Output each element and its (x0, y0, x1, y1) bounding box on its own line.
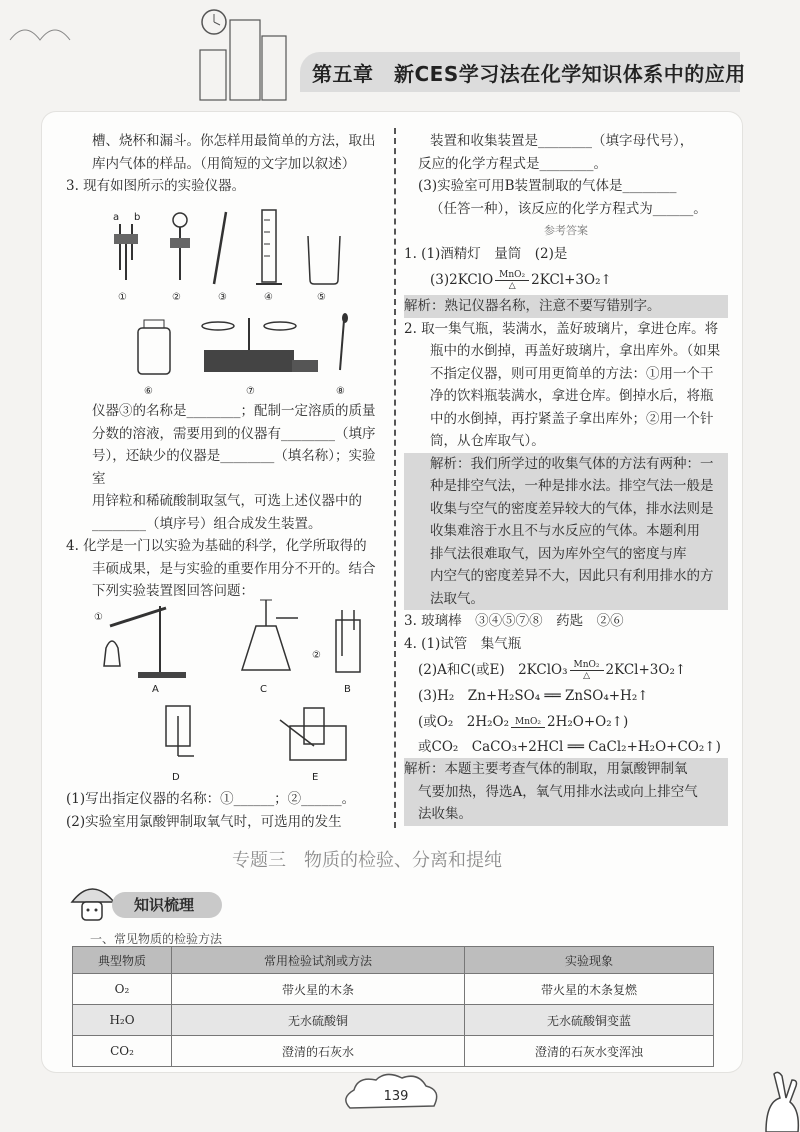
fig2-label-D: D (172, 772, 180, 783)
table-cell: CO₂ (73, 1036, 172, 1067)
table-cell: 澄清的石灰水 (172, 1036, 465, 1067)
answer-4-equation-4: 或CO₂ CaCO₃+2HCl ══ CaCl₂+H₂O+CO₂↑) (418, 738, 721, 755)
fig2-label-2: ② (312, 650, 321, 661)
table-cell: 无水硫酸铜 (172, 1005, 465, 1036)
section-title: 专题三 物质的检验、分离和提纯 (232, 850, 502, 871)
instruments-figure (96, 200, 386, 400)
eq-right: 2KCl+3O₂↑ (605, 662, 687, 678)
text-line: (1)写出指定仪器的名称：①______；②______。 (66, 791, 356, 807)
answer-1: 1. (1)酒精灯 量筒 (2)是 (404, 245, 568, 262)
text-line: 分数的溶液，需要用到的仪器有________（填序 (92, 425, 376, 442)
text-line: 中的水倒掉，再拧紧盖子拿出库外；②用一个针 (430, 410, 714, 427)
fig1-label-a: a (113, 212, 120, 223)
text-line: 法取气。 (430, 590, 484, 607)
text-line: 下列实验装置图回答问题： (92, 583, 254, 599)
text-line: ________（填序号）组合成发生装置。 (92, 515, 322, 532)
answer-1-equation (404, 265, 728, 295)
table-header: 典型物质 (73, 947, 172, 974)
fig2-label-B: C (260, 684, 267, 695)
fig1-label-2: ② (172, 292, 181, 303)
explanation-4 (404, 758, 728, 826)
text-line: 槽、烧杯和漏斗。你怎样用最简单的方法，取出 (92, 133, 376, 149)
text-line: 瓶中的水倒掉，再盖好玻璃片，拿出库外。（如果 (430, 343, 721, 359)
table-header-row (73, 947, 714, 974)
fig2-label-E: E (312, 772, 319, 783)
text-line: 排气法很难取气，因为库外空气的密度与库 (430, 545, 687, 562)
fig1-label-6: ⑥ (144, 386, 153, 397)
eq-left: (2)A和C(或E) 2KClO₃ (418, 662, 568, 678)
fig1-label-4: ④ (264, 292, 273, 303)
eq-left: (3)2KClO (430, 272, 494, 288)
table-cell: 无水硫酸铜变蓝 (465, 1005, 714, 1036)
text-line: 反应的化学方程式是________。 (418, 155, 607, 172)
q3-text (66, 400, 384, 603)
fig1-label-b: b (134, 212, 141, 223)
column-divider (394, 128, 396, 828)
apparatus-figure (90, 596, 380, 792)
fig2-label-C: B (344, 684, 351, 695)
subsection-heading: 一、常见物质的检验方法 (90, 932, 223, 946)
table-cell: 澄清的石灰水变浑浊 (465, 1036, 714, 1067)
fig1-label-8: ⑧ (336, 386, 345, 397)
eq-right: 2H₂O+O₂↑) (547, 713, 629, 730)
text-line: (3)实验室可用B装置制取的气体是________ (418, 178, 677, 194)
answer-3: 3. 玻璃棒 ③④⑤⑦⑧ 药匙 ②⑥ (404, 613, 624, 629)
rabbit-icon (752, 1064, 800, 1132)
text-line: 解析：我们所学过的收集气体的方法有两种：一 (430, 455, 714, 472)
eq-right: 2KCl+3O₂↑ (531, 272, 612, 288)
text-line: 丰硕成果，是与实验的重要作用分不开的。结合 (92, 560, 376, 577)
answer-4-equation-2: (3)H₂ Zn+H₂SO₄ ══ ZnSO₄+H₂↑ (418, 688, 649, 704)
reaction-condition: $\frac{\text{MnO₂}}{\triangle}$ (495, 270, 529, 291)
text-line: 用锌粒和稀硫酸制取氢气，可选上述仪器中的 (92, 493, 362, 509)
text-line: 种是排空气法，一种是排水法。排空气法一般是 (430, 478, 714, 494)
table-row (73, 1005, 714, 1036)
text-line: 解析：本题主要考查气体的制取，用氯酸钾制氧 (404, 761, 688, 777)
text-line: 净的饮料瓶装满水，拿进仓库。倒掉水后，将瓶 (430, 388, 714, 404)
detection-methods-table (72, 946, 714, 1067)
fig1-label-5: ⑤ (317, 292, 326, 303)
eq-left: (或O₂ 2H₂O₂ (418, 713, 509, 730)
explanation-2 (404, 453, 728, 611)
text-line: 号），还缺少的仪器是________（填名称）；实验室 (92, 448, 376, 487)
left-column (66, 130, 384, 198)
explanation-1: 解析：熟记仪器名称，注意不要写错别字。 (404, 295, 728, 318)
text-line: 收集难溶于水且不与水反应的气体。本题利用 (430, 523, 700, 539)
fig1-label-3: ③ (218, 292, 227, 303)
knowledge-badge: 知识梳理 (112, 892, 222, 918)
text-line: 不指定仪器，则可用更简单的方法：①用一个干 (430, 365, 714, 382)
table-cell: H₂O (73, 1005, 172, 1036)
mushroom-icon (68, 880, 118, 924)
answer-4-equation-3 (404, 708, 728, 736)
answer-2: 2. 取一集气瓶，装满水，盖好玻璃片，拿进仓库。将 (404, 320, 719, 337)
table-cell: O₂ (73, 974, 172, 1005)
table-cell: 带火星的木条 (172, 974, 465, 1005)
chapter-title: 第五章 新CES学习法在化学知识体系中的应用 (312, 62, 746, 86)
text-line: （任答一种），该反应的化学方程式为______。 (430, 200, 707, 217)
page-number: 139 (383, 1089, 409, 1104)
text-line: (2)实验室用氯酸钾制取氧气时，可选用的发生 (66, 813, 342, 830)
text-line: 仪器③的名称是________；配制一定溶质的质量 (92, 403, 376, 419)
table-header: 常用检验试剂或方法 (172, 947, 465, 974)
reaction-condition: $\frac{\text{MnO₂}}{\triangle}$ (570, 660, 604, 681)
text-line: 法收集。 (418, 806, 472, 822)
text-line: 气要加热，得选A，氧气用排水法或向上排空气 (418, 783, 698, 800)
text-line: 装置和收集装置是________（填字母代号）， (430, 133, 694, 149)
text-line: 内空气的密度差异不大，因此只有利用排水的方 (430, 568, 714, 584)
table-header: 实验现象 (465, 947, 714, 974)
text-line: 库内气体的样品。（用简短的文字加以叙述） (92, 155, 356, 172)
answer-4: 4. (1)试管 集气瓶 (404, 635, 522, 652)
table-cell: 带火星的木条复燃 (465, 974, 714, 1005)
fig2-label-1: ① (94, 612, 103, 623)
right-column (404, 130, 728, 826)
text-line: 收集与空气的密度差异较大的气体，排水法则是 (430, 500, 714, 517)
text-line: 筒，从仓库取气）。 (430, 433, 545, 449)
q4-subquestions (66, 788, 384, 833)
table-row (73, 974, 714, 1005)
fig2-label-A: A (152, 684, 159, 695)
reaction-condition: MnO₂ (511, 717, 545, 728)
fig1-label-7: ⑦ (246, 386, 255, 397)
fig1-label-1: ① (118, 292, 127, 303)
question-3: 3. 现有如图所示的实验仪器。 (66, 178, 246, 194)
answers-title: 参考答案 (544, 224, 588, 237)
table-row (73, 1036, 714, 1067)
city-clock-decoration (0, 0, 300, 110)
question-4: 4. 化学是一门以实验为基础的科学，化学所取得的 (66, 538, 367, 554)
answer-4-equation-1 (404, 655, 728, 685)
